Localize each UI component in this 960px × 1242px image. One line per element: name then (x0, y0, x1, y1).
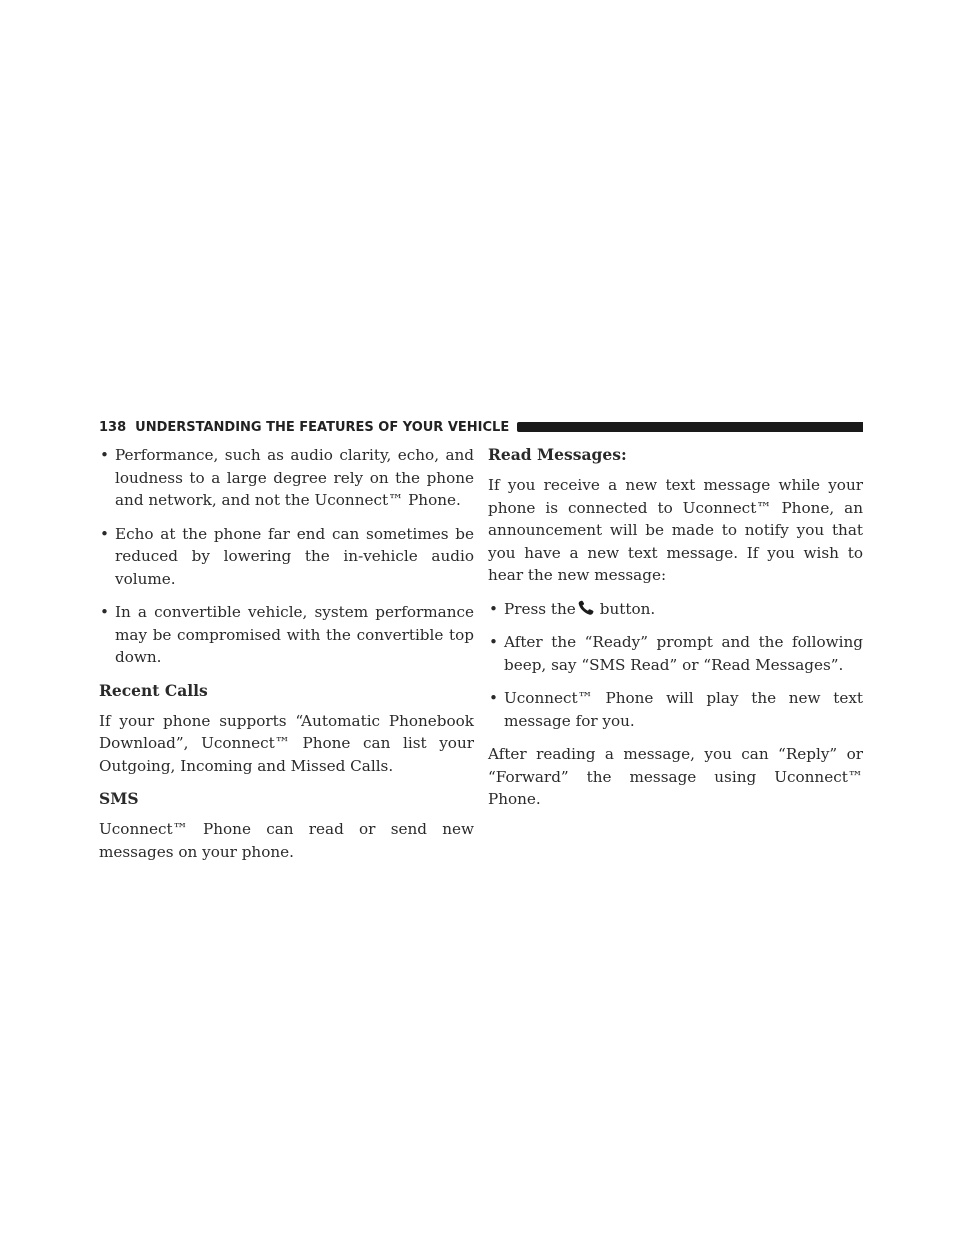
list-item: • In a convertible vehicle, system performance may be compromised with the convertible top down. (99, 601, 474, 669)
read-messages-intro: If you receive a new text message while your phone is connected to Uconnect™ Phone, an announcement will be made to notify you that you have a new text message. If you wish to hear the new message: (488, 476, 863, 584)
page-number: 138 (99, 419, 127, 435)
list-item (488, 598, 863, 621)
sms-heading: SMS (99, 789, 139, 808)
press-prefix: Press the (504, 599, 576, 618)
page-header (99, 417, 863, 437)
list-item: • After the “Ready” prompt and the following beep, say “SMS Read” or “Read Messages”. (488, 631, 863, 676)
section-title: UNDERSTANDING THE FEATURES OF YOUR VEHICLE (135, 419, 510, 435)
header-rule (517, 422, 863, 432)
list-item: • Echo at the phone far end can sometimes be reduced by lowering the in-vehicle audio volume. (99, 523, 474, 591)
sms-paragraph: Uconnect™ Phone can read or send new messages on your phone. (99, 820, 474, 861)
read-messages-heading: Read Messages: (488, 445, 627, 464)
list-item: • Uconnect™ Phone will play the new text message for you. (488, 687, 863, 732)
closing-paragraph: After reading a message, you can “Reply” or “Forward” the message using Uconnect™ Phone. (488, 745, 863, 808)
recent-calls-heading: Recent Calls (99, 680, 208, 700)
right-column (488, 444, 863, 822)
notes-list (99, 444, 474, 669)
recent-calls-paragraph: If your phone supports “Automatic Phonebook Download”, Uconnect™ Phone can list your Outgoing, Incoming and Missed Calls. (99, 711, 474, 775)
read-steps-list (488, 598, 863, 733)
press-suffix: button. (599, 599, 656, 618)
phone-handset-icon (577, 600, 599, 616)
left-column (99, 444, 474, 874)
list-item: • Performance, such as audio clarity, echo, and loudness to a large degree rely on the phone and network, and not the Uconnect™ Phone. (99, 444, 474, 512)
